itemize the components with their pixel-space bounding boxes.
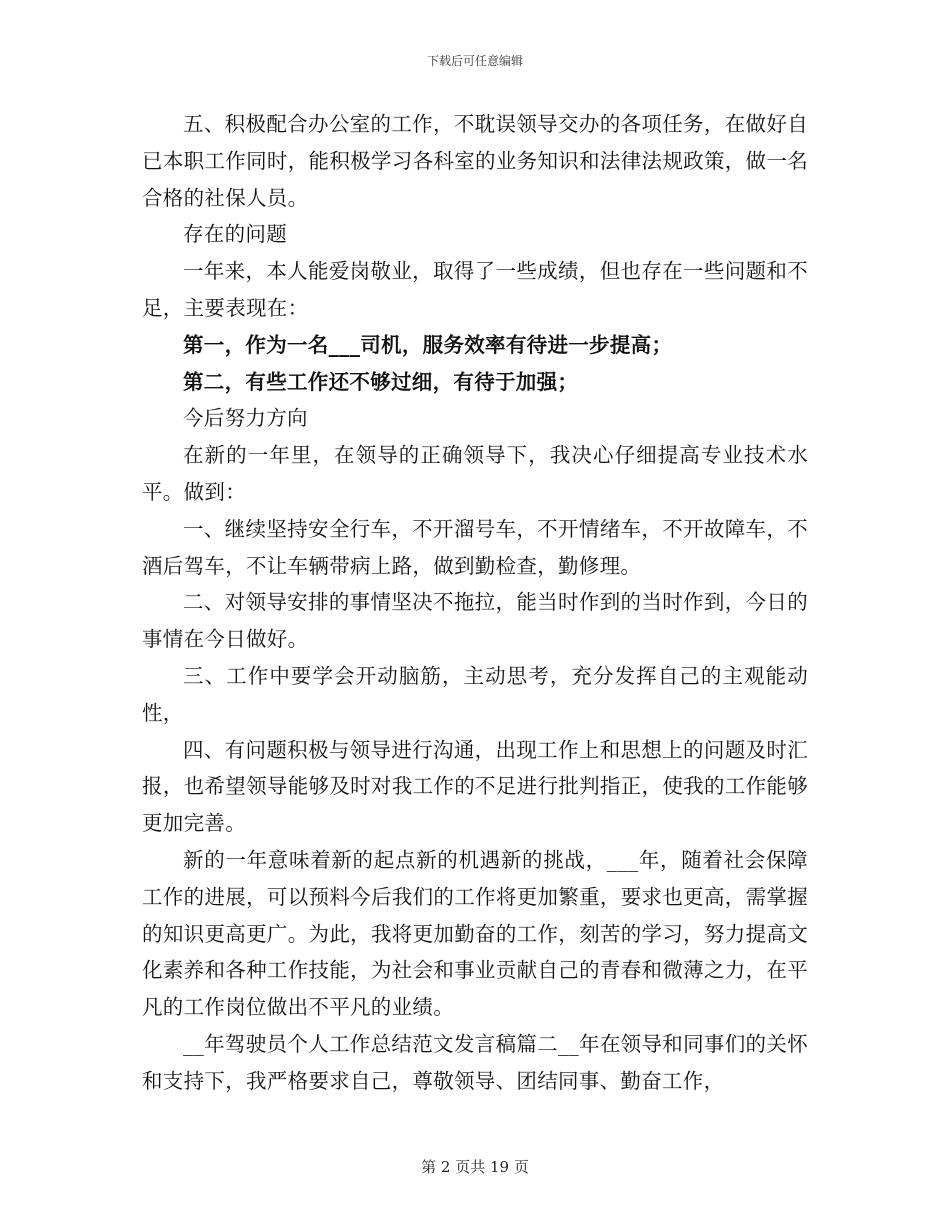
paragraph-item-5: 五、积极配合办公室的工作，不耽误领导交办的各项任务，在做好自已本职工作同时，能积极学习各科室的业务知识和法律法规政策，做一名合格的社保人员。 [142,112,808,210]
paragraph-new-year: 新的一年意味着新的起点新的机遇新的挑战，___年，随着社会保障工作的进展，可以预料今后我们的工作将更加繁重，要求也更高，需掌握的知识更高更广。为此，我将更加勤奋的工作，刻苦的学习，努力提高文化素养和各种工作技能，为社会和事业贡献自己的青春和微薄之力，在平凡的工作岗位做出不平凡的业绩。 [142,847,808,1020]
paragraph-problem-2: 第二，有些工作还不够过细，有待于加强； [183,369,579,394]
paragraph-problems-intro: 一年来，本人能爱岗敬业，取得了一些成绩，但也存在一些问题和不足，主要表现在： [142,259,808,320]
document-body [142,106,808,1100]
section-heading-direction: 今后努力方向 [183,406,308,431]
paragraph-article-two-start: __年驾驶员个人工作总结范文发言稿篇二__年在领导和同事们的关怀和支持下，我严格要求自己，尊敬领导、团结同事、勤奋工作， [142,1031,808,1093]
paragraph-goal-2: 二、对领导安排的事情坚决不拖拉，能当时作到的当时作到，今日的事情在今日做好。 [142,590,808,652]
paragraph-direction-intro: 在新的一年里，在领导的正确领导下，我决心仔细提高专业技术水平。做到： [142,443,808,504]
section-heading-problems: 存在的问题 [183,222,287,247]
page-footer: 第 2 页共 19 页 [421,1158,529,1176]
page-header: 下载后可任意编辑 [426,54,523,68]
paragraph-goal-3: 三、工作中要学会开动脑筋，主动思考，充分发挥自己的主观能动性， [142,663,808,725]
paragraph-goal-1: 一、继续坚持安全行车，不开溜号车，不开情绪车，不开故障车，不酒后驾车，不让车辆带病上路，做到勤检查，勤修理。 [142,516,808,578]
paragraph-goal-4: 四、有问题积极与领导进行沟通，出现工作上和思想上的问题及时汇报，也希望领导能够及时对我工作的不足进行批判指正，使我的工作能够更加完善。 [142,737,808,836]
paragraph-problem-1: 第一，作为一名___司机，服务效率有待进一步提高； [183,332,673,357]
